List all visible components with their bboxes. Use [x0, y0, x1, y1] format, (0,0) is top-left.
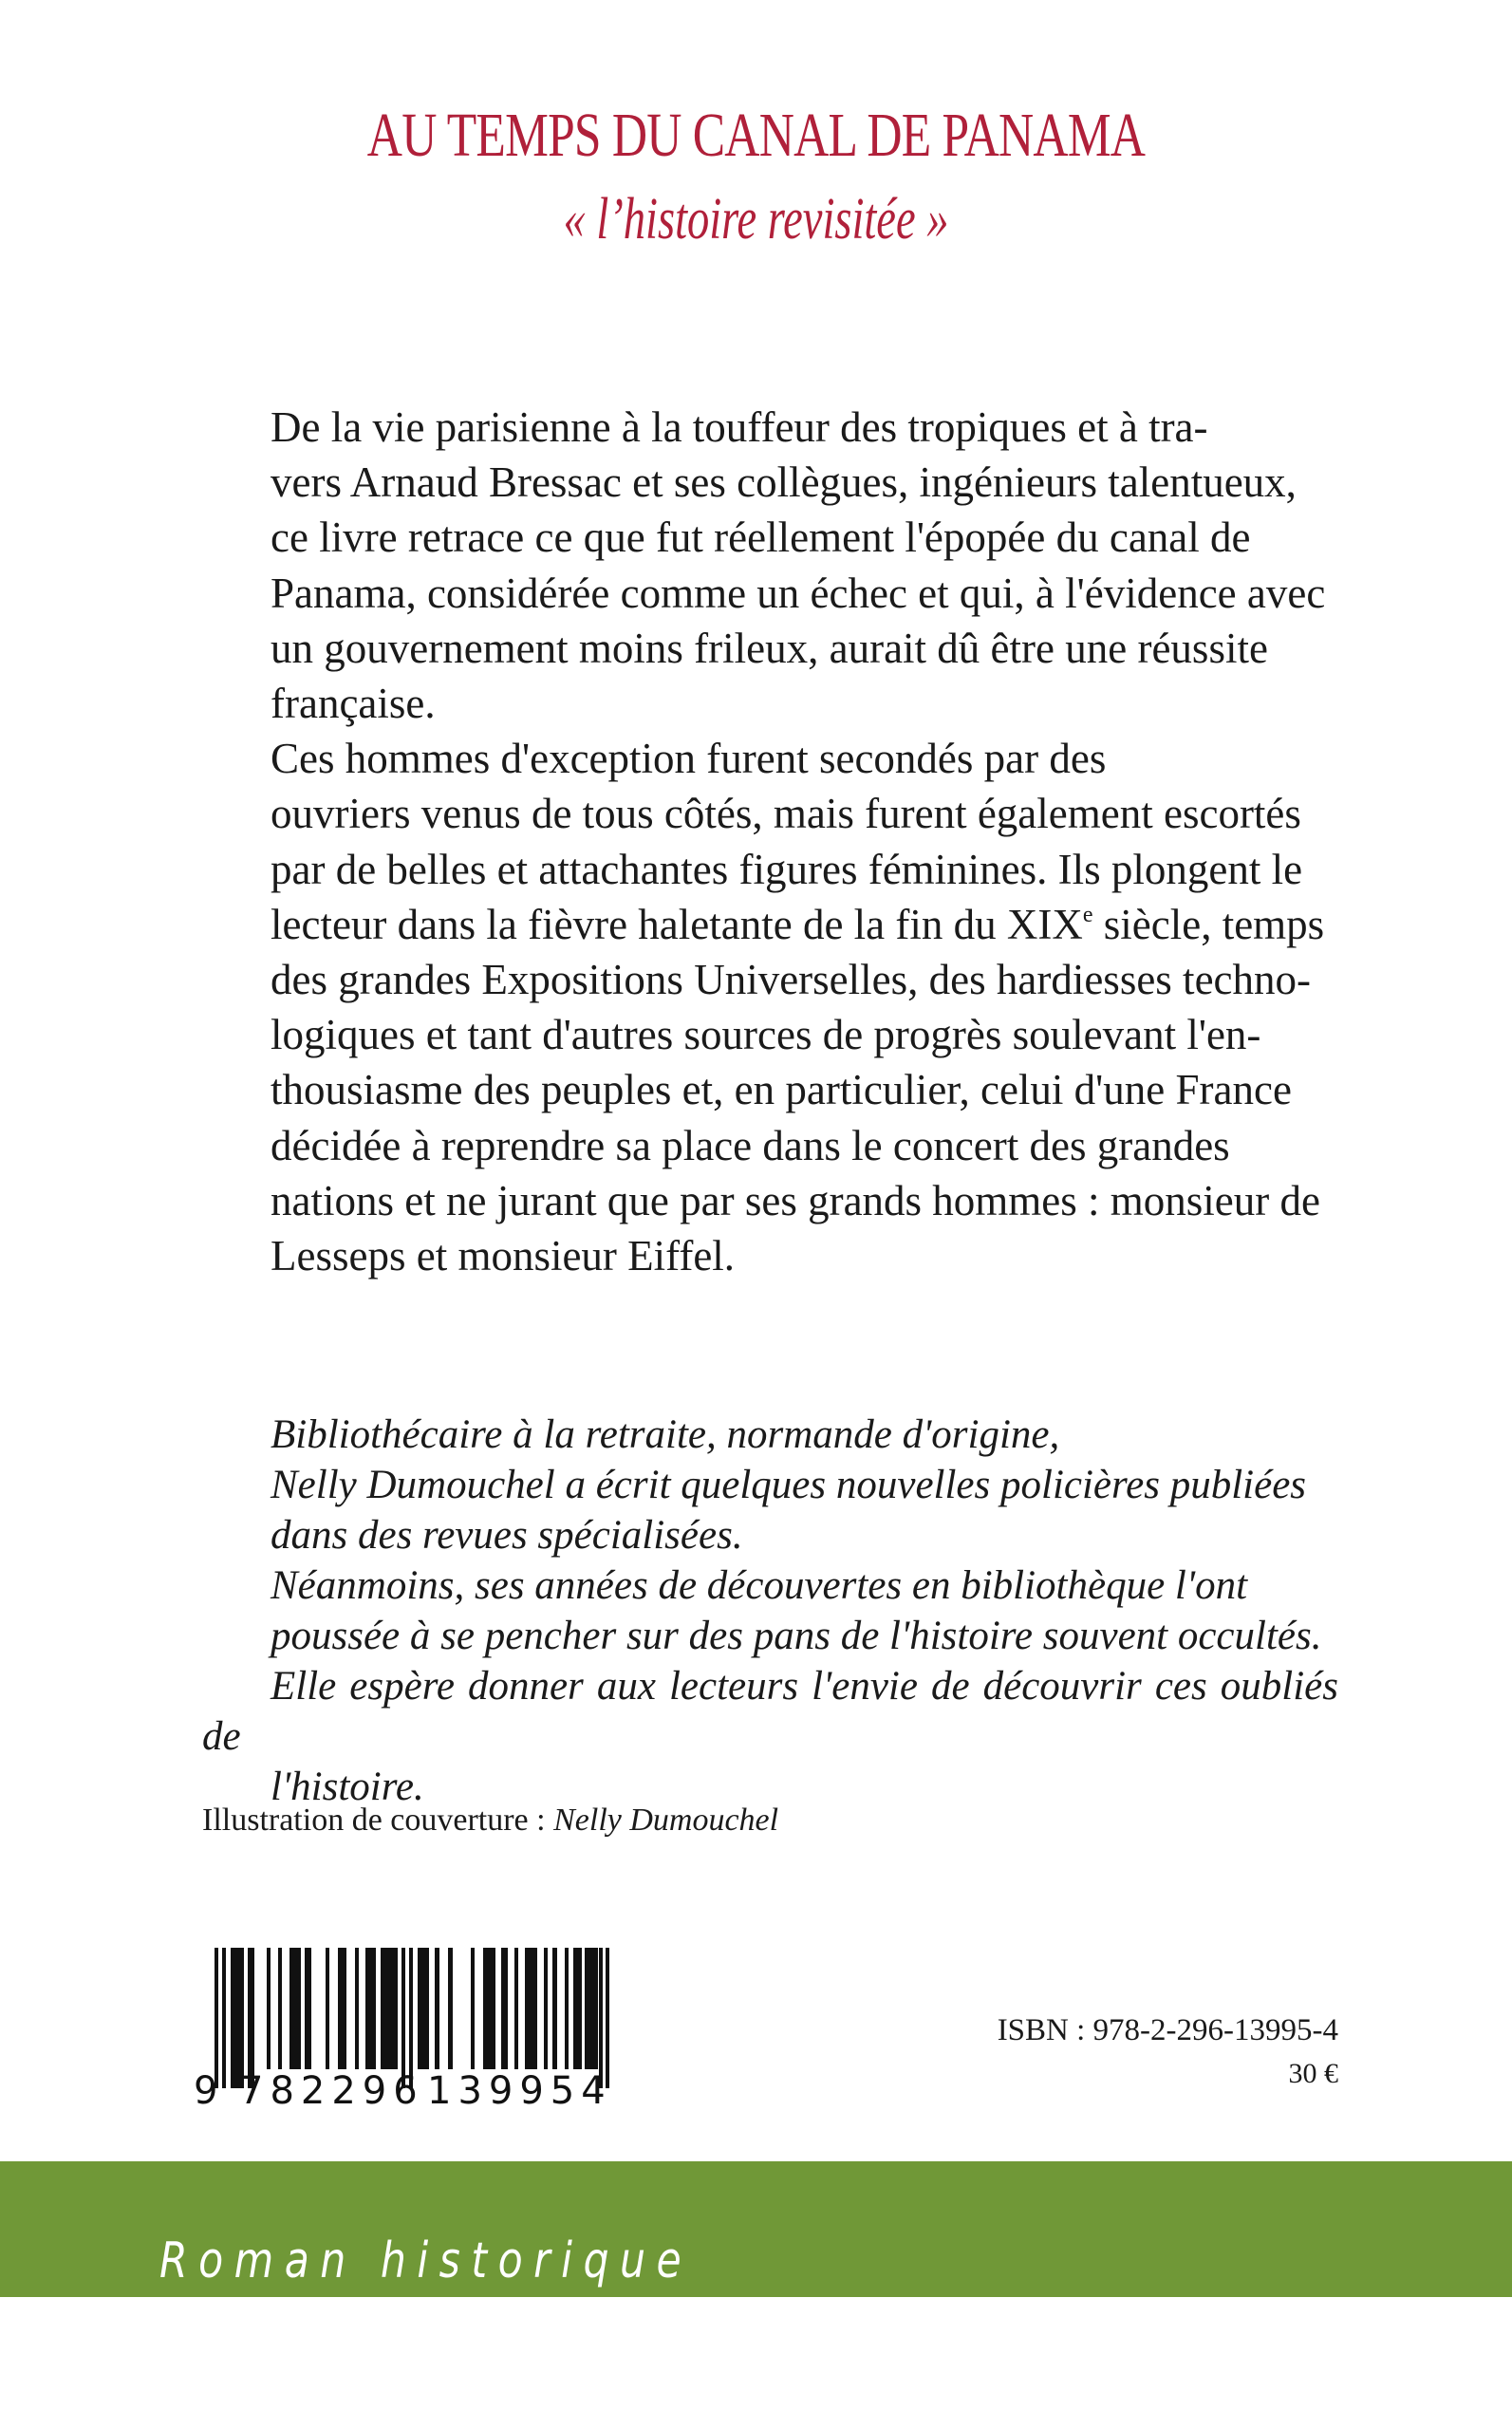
text-line: Lesseps et monsieur Eiffel. — [271, 1232, 736, 1280]
barcode-bar — [248, 1948, 254, 2088]
text-line: Nelly Dumouchel a écrit quelques nouvelles policières publiées — [271, 1463, 1307, 1507]
barcode-bar — [338, 1948, 346, 2069]
barcode-bar — [544, 1948, 548, 2069]
book-subtitle: « l’histoire revisitée » — [563, 187, 949, 252]
isbn-number: ISBN : 978-2-296-13995-4 — [997, 2013, 1338, 2047]
text-line: des grandes Expositions Universelles, des hardiesses techno- — [271, 956, 1311, 1004]
author-bio — [202, 1410, 1338, 1812]
text-line: française. — [271, 680, 436, 728]
book-title: AU TEMPS DU CANAL DE PANAMA — [366, 101, 1146, 170]
barcode-bar — [565, 1948, 569, 2069]
text-line — [202, 897, 1338, 952]
barcode-bar — [471, 1948, 475, 2069]
barcode-bar — [326, 1948, 329, 2069]
text-line: nations et ne jurant que par ses grands hommes : monsieur de — [271, 1176, 1320, 1224]
barcode-bar — [305, 1948, 311, 2069]
text-line: poussée à se pencher sur des pans de l'histoire souvent occultés. — [271, 1614, 1322, 1658]
superscript-e: e — [1082, 902, 1093, 927]
credit-label: Illustration de couverture : — [202, 1803, 554, 1838]
barcode-bar — [289, 1948, 301, 2069]
synopsis — [202, 400, 1338, 1283]
text-line: vers Arnaud Bressac et ses collègues, ingénieurs talentueux, — [271, 458, 1297, 507]
barcode-bar — [267, 1948, 271, 2069]
barcode-bar — [483, 1948, 495, 2069]
price: 30 € — [1288, 2058, 1338, 2089]
text-line: par de belles et attachantes figures féminines. Ils plongent le — [271, 845, 1303, 893]
barcode-bar — [365, 1948, 376, 2069]
text-line-part: siècle, temps — [1092, 900, 1325, 948]
barcode-bar — [215, 1948, 218, 2088]
text-line: Ces hommes d'exception furent secondés par des — [271, 735, 1107, 783]
text-line: thousiasme des peuples et, en particulier, celui d'une France — [271, 1066, 1292, 1114]
barcode-bar — [448, 1948, 453, 2069]
barcode-bar — [278, 1948, 282, 2069]
text-line: logiques et tant d'autres sources de progrès soulevant l'en- — [271, 1011, 1261, 1059]
barcode-bar — [401, 1948, 405, 2088]
barcode-bar — [381, 1948, 398, 2069]
barcode-bar — [435, 1948, 439, 2069]
bio-paragraph — [202, 1410, 1338, 1560]
text-line: dans des revues spécialisées. — [271, 1513, 743, 1558]
text-line: ce livre retrace ce que fut réellement l'épopée du canal de — [271, 514, 1251, 562]
text-line: Elle espère donner aux lecteurs l'envie de découvrir ces oubliés de — [202, 1664, 1338, 1759]
text-line-part: lecteur dans la fièvre haletante de la fin du XIX — [271, 900, 1083, 948]
barcode-bar — [501, 1948, 508, 2069]
text-line: décidée à reprendre sa place dans le concert des grandes — [271, 1121, 1230, 1169]
text-line: Panama, considérée comme un échec et qui, à l'évidence avec — [271, 569, 1326, 617]
barcode-bar — [525, 1948, 537, 2069]
barcode-bar — [222, 1948, 226, 2088]
barcode-bar — [418, 1948, 429, 2069]
text-line: l'histoire. — [271, 1765, 424, 1809]
barcode-bar — [573, 1948, 582, 2069]
barcode-bar — [231, 1948, 244, 2088]
illustration-credit — [202, 1802, 778, 1840]
text-line: Bibliothécaire à la retraite, normande d'origine, — [271, 1412, 1060, 1457]
genre-label: Roman historique — [159, 2233, 693, 2289]
barcode-bar — [355, 1948, 359, 2069]
credit-name: Nelly Dumouchel — [553, 1803, 779, 1838]
text-line: ouvriers venus de tous côtés, mais furent également escortés — [271, 790, 1301, 838]
barcode-bar — [606, 1948, 609, 2088]
synopsis-paragraph — [202, 400, 1338, 731]
barcode-bar — [599, 1948, 603, 2088]
synopsis-paragraph — [202, 731, 1338, 1283]
barcode-digits-left: 782296 — [239, 2069, 424, 2113]
barcode-digits-right: 139954 — [427, 2069, 612, 2113]
text-line: Néanmoins, ses années de découvertes en bibliothèque l'ont — [271, 1563, 1248, 1608]
barcode-digit-lead: 9 — [194, 2069, 225, 2113]
text-line: un gouvernement moins frileux, aurait dû être une réussite — [271, 624, 1268, 672]
bio-paragraph — [202, 1560, 1338, 1812]
barcode-bar — [585, 1948, 598, 2069]
barcode-bar — [552, 1948, 557, 2069]
text-line: De la vie parisienne à la touffeur des tropiques et à tra- — [271, 403, 1208, 451]
barcode-bar — [514, 1948, 518, 2069]
barcode-bar — [409, 1948, 413, 2088]
